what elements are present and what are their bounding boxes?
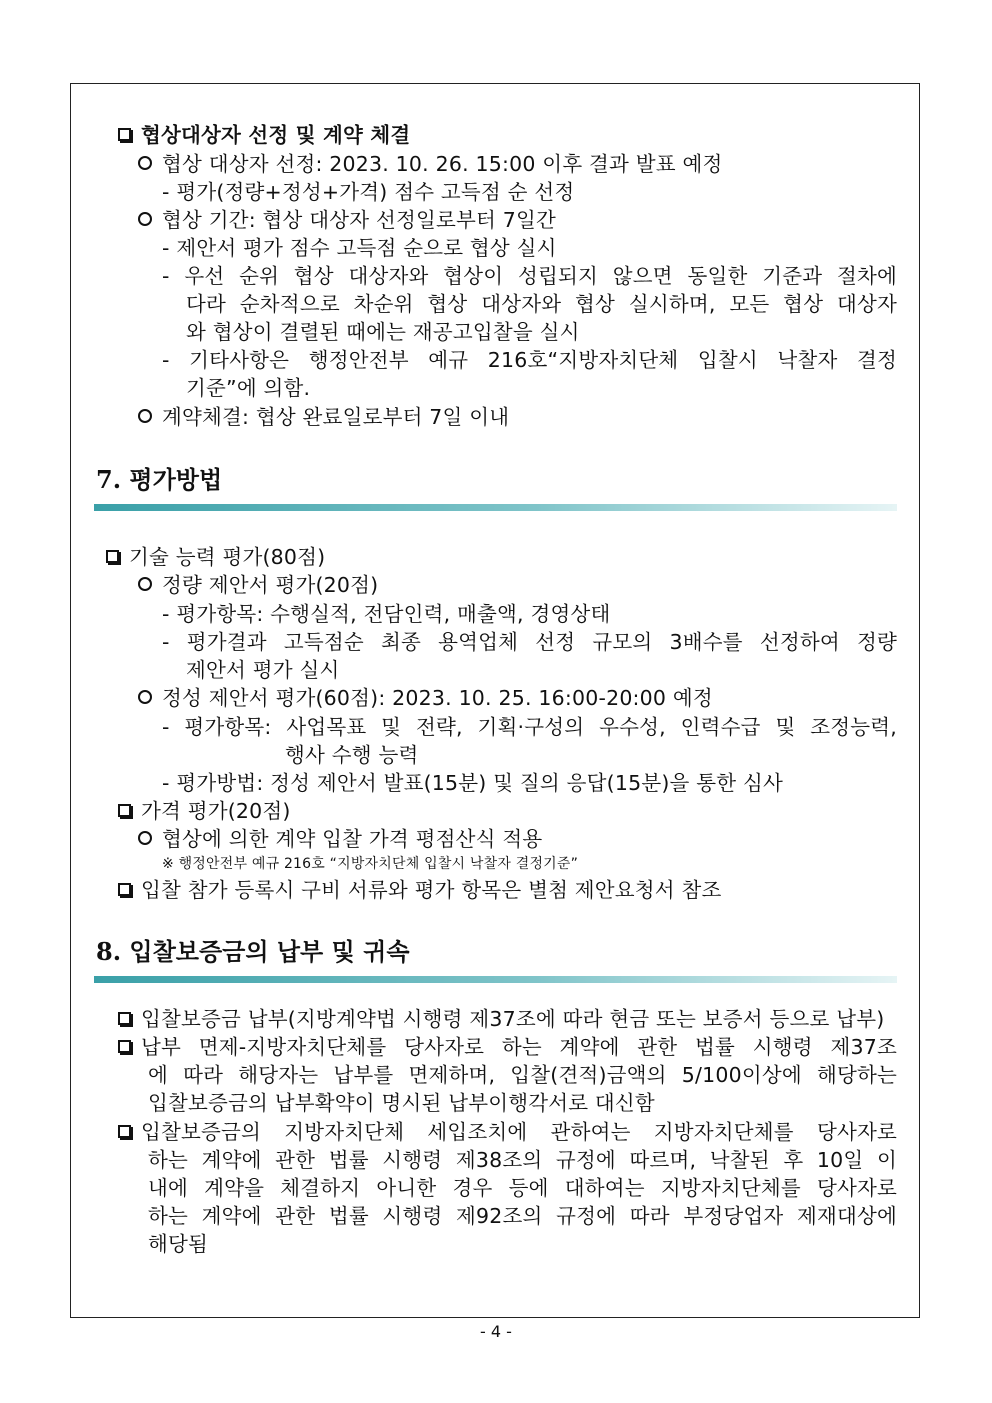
heading-underline: [94, 976, 897, 983]
list-item: 정성 제안서 평가(60점): 2023. 10. 25. 16:00-20:00 예정: [138, 684, 713, 712]
heading-underline: [94, 504, 897, 511]
list-item: 기술 능력 평가(80점): [106, 543, 325, 571]
section-heading: 8. 입찰보증금의 납부 및 귀속: [96, 937, 410, 966]
list-item: 하는 계약에 관한 법률 시행령 제92조의 규정에 따라 부정당업자 제재대상에: [148, 1204, 897, 1228]
square-bullet-icon: [118, 1012, 131, 1025]
list-item: 다라 순차적으로 차순위 협상 대상자와 협상 실시하며, 모든 협상 대상자: [186, 292, 897, 316]
list-item: 협상 기간: 협상 대상자 선정일로부터 7일간: [138, 206, 556, 234]
circle-bullet-icon: [138, 831, 152, 845]
square-bullet-icon: [118, 883, 131, 896]
list-item: 정량 제안서 평가(20점): [138, 571, 378, 599]
list-item: 행사 수행 능력: [285, 743, 419, 767]
page-number: - 4 -: [480, 1322, 512, 1341]
circle-bullet-icon: [138, 156, 152, 170]
list-item: 하는 계약에 관한 법률 시행령 제38조의 규정에 따르며, 낙찰된 후 10일 이: [148, 1148, 897, 1172]
list-item: - 평가결과 고득점순 최종 용역업체 선정 규모의 3배수를 선정하여 정량: [162, 630, 897, 654]
square-bullet-icon: [118, 128, 131, 141]
list-item: 납부 면제-지방자치단체를 당사자로 하는 계약에 관한 법률 시행령 제37조: [118, 1033, 897, 1061]
circle-bullet-icon: [138, 212, 152, 226]
list-item: 입찰보증금의 납부확약이 명시된 납부이행각서로 대신함: [148, 1091, 655, 1115]
square-bullet-icon: [118, 804, 131, 817]
circle-bullet-icon: [138, 690, 152, 704]
list-item: - 평가항목: 수행실적, 전담인력, 매출액, 경영상태: [162, 602, 611, 626]
square-bullet-icon: [118, 1040, 131, 1053]
list-item: 입찰보증금의 지방자치단체 세입조치에 관하여는 지방자치단체를 당사자로: [118, 1118, 897, 1146]
list-item: 협상에 의한 계약 입찰 가격 평점산식 적용: [138, 825, 542, 853]
list-item: 입찰보증금 납부(지방계약법 시행령 제37조에 따라 현금 또는 보증서 등으로 납부): [118, 1005, 897, 1033]
list-item: 입찰 참가 등록시 구비 서류와 평가 항목은 별첨 제안요청서 참조: [118, 876, 722, 904]
list-item: 에 따라 해당자는 납부를 면제하며, 입찰(견적)금액의 5/100이상에 해당하는: [148, 1063, 897, 1087]
square-bullet-icon: [106, 550, 119, 563]
note: ※ 행정안전부 예규 216호 “지방자치단체 입찰시 낙찰자 결정기준”: [162, 856, 579, 872]
list-item: - 평가항목: 사업목표 및 전략, 기획·구성의 우수성, 인력수급 및 조정능력,: [162, 715, 897, 739]
list-item: - 기타사항은 행정안전부 예규 216호“지방자치단체 입찰시 낙찰자 결정: [162, 348, 897, 372]
list-item: 가격 평가(20점): [118, 797, 291, 825]
list-item: 제안서 평가 실시: [186, 658, 340, 682]
list-item: - 우선 순위 협상 대상자와 협상이 성립되지 않으면 동일한 기준과 절차에: [162, 264, 897, 288]
circle-bullet-icon: [138, 577, 152, 591]
list-item: - 평가방법: 정성 제안서 발표(15분) 및 질의 응답(15분)을 통한 심사: [162, 771, 783, 795]
section-heading: 7. 평가방법: [96, 465, 223, 494]
list-item: - 평가(정량+정성+가격) 점수 고득점 순 선정: [162, 180, 575, 204]
list-item: 와 협상이 결렬된 때에는 재공고입찰을 실시: [186, 320, 580, 344]
list-item: 계약체결: 협상 완료일로부터 7일 이내: [138, 403, 509, 431]
list-item: - 제안서 평가 점수 고득점 순으로 협상 실시: [162, 236, 557, 260]
section-title: 협상대상자 선정 및 계약 체결: [118, 121, 410, 149]
list-item: 협상 대상자 선정: 2023. 10. 26. 15:00 이후 결과 발표 예정: [138, 150, 722, 178]
list-item: 내에 계약을 체결하지 아니한 경우 등에 대하여는 지방자치단체를 당사자로: [148, 1176, 897, 1200]
circle-bullet-icon: [138, 409, 152, 423]
square-bullet-icon: [118, 1125, 131, 1138]
list-item: 해당됨: [148, 1232, 209, 1256]
list-item: 기준”에 의함.: [186, 376, 311, 400]
